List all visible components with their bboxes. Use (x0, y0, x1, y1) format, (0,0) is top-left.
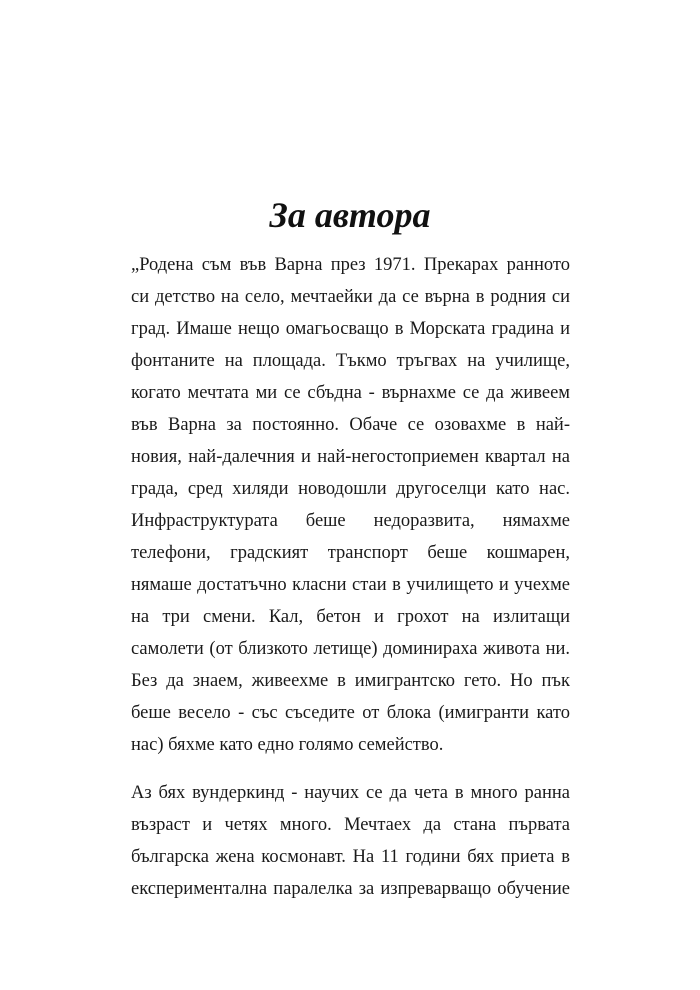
text-line: беше весело - със съседите от блока (имигранти като (131, 703, 570, 723)
text-line: самолети (от близкото летище) доминираха живота ни. (131, 639, 570, 659)
text-line: телефони, градският транспорт беше кошмарен, (131, 543, 570, 563)
text-line: град. Имаше нещо омагьосващо в Морската градина и (131, 319, 570, 339)
text-line: фонтаните на площада. Тъкмо тръгвах на училище, (131, 351, 570, 371)
text-line: българска жена космонавт. На 11 години бях приета в (131, 847, 570, 867)
text-line: новия, най-далечния и най-негостоприемен квартал на (131, 447, 570, 467)
text-line: града, сред хиляди новодошли другоселци като нас. (131, 479, 570, 499)
text-line: във Варна за постоянно. Обаче се озовахме в най- (131, 415, 570, 435)
text-line: Аз бях вундеркинд - научих се да чета в много ранна (131, 783, 570, 803)
text-line: нас) бяхме като едно голямо семейство. (131, 735, 444, 755)
page-title: За автора (269, 195, 431, 235)
text-line: Без да знаем, живеехме в имигрантско гето. Но пък (131, 671, 570, 691)
text-line: „Родена съм във Варна през 1971. Прекарах ранното (131, 255, 570, 275)
text-line: възраст и четях много. Мечтаех да стана първата (131, 815, 570, 835)
text-line: Инфраструктурата беше недоразвита, нямахме (131, 511, 570, 531)
text-line: когато мечтата ми се сбъдна - върнахме се да живеем (131, 383, 570, 403)
text-line: експериментална паралелка за изпреварващо обучение (131, 879, 570, 899)
text-line: си детство на село, мечтаейки да се върна в родния си (131, 287, 570, 307)
text-line: нямаше достатъчно класни стаи в училището и учехме (131, 575, 570, 595)
text-line: на три смени. Кал, бетон и грохот на излитащи (131, 607, 570, 627)
